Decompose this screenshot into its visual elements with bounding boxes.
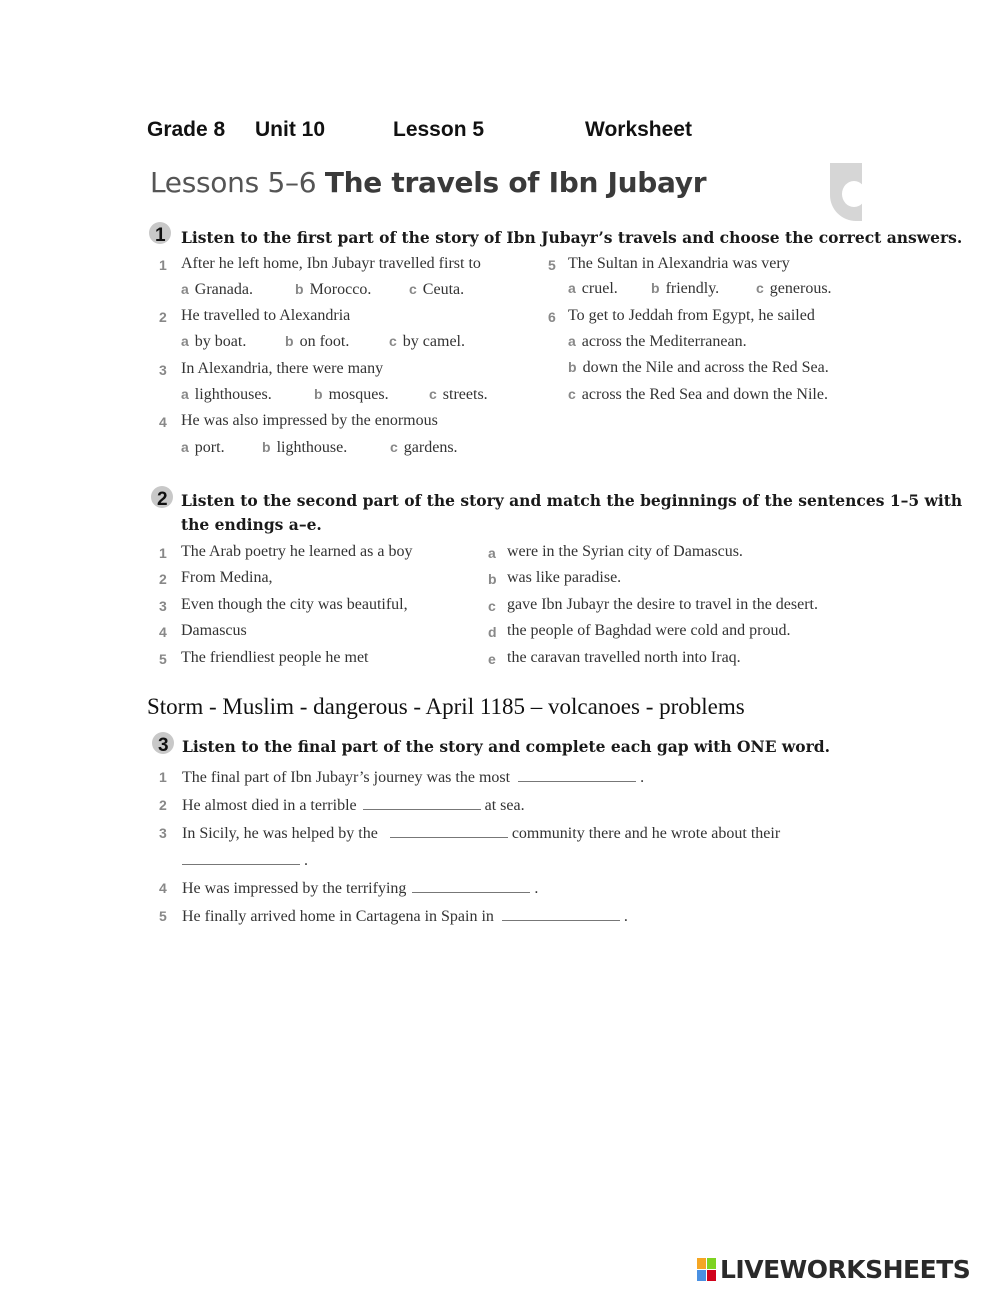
question-text: In Alexandria, there were many — [181, 360, 384, 377]
beginning-number: 5 — [159, 651, 167, 667]
item-text-after: . — [640, 769, 645, 786]
lessons-range: Lessons 5–6 — [150, 166, 317, 199]
grade-label: Grade 8 — [147, 118, 226, 141]
exercise-2-instruction-line-2: the endings a–e. — [181, 515, 322, 534]
gap-input[interactable] — [182, 850, 300, 865]
ending-text[interactable]: the people of Baghdad were cold and proud. — [507, 622, 791, 639]
unit-label: Unit 10 — [255, 118, 326, 141]
option-c[interactable]: c across the Red Sea and down the Nile. — [568, 386, 828, 403]
option-a[interactable]: a by boat. — [181, 333, 247, 350]
lesson-label: Lesson 5 — [393, 118, 485, 141]
question-number: 4 — [159, 414, 167, 430]
option-b[interactable]: b Morocco. — [295, 281, 372, 298]
gap-input[interactable] — [502, 906, 620, 921]
beginning-number: 1 — [159, 545, 167, 561]
ending-letter: d — [488, 624, 497, 640]
item-number: 1 — [159, 769, 167, 785]
gap-item — [182, 906, 628, 926]
question-number: 2 — [159, 309, 167, 325]
option-a[interactable]: a lighthouses. — [181, 386, 272, 403]
item-number: 3 — [159, 825, 167, 841]
beginning-number: 3 — [159, 598, 167, 614]
gap-input[interactable] — [390, 823, 508, 838]
item-text-before: He finally arrived home in Cartagena in Spain in — [182, 908, 494, 925]
exercise-3-items — [157, 767, 857, 937]
exercise-3-number: 3 — [158, 735, 169, 757]
exercise-2-instruction-line-1: Listen to the second part of the story and match the beginnings of the sentences 1–5 with — [181, 491, 963, 510]
option-b[interactable]: b mosques. — [314, 386, 389, 403]
exercise-1-right-column — [546, 255, 866, 415]
ending-text[interactable]: was like paradise. — [507, 569, 622, 586]
option-b[interactable]: b down the Nile and across the Red Sea. — [568, 359, 829, 376]
option-c[interactable]: c generous. — [756, 280, 832, 297]
ending-letter: c — [488, 598, 496, 614]
beginning-text[interactable]: Even though the city was beautiful, — [181, 596, 408, 613]
option-a[interactable]: a port. — [181, 439, 225, 456]
exercise-1-instruction: Listen to the first part of the story of Ibn Jubayr’s travels and choose the correct answers. — [181, 228, 963, 247]
liveworksheets-logo[interactable] — [697, 1255, 970, 1284]
ending-text[interactable]: gave Ibn Jubayr the desire to travel in the desert. — [507, 596, 818, 613]
beginning-number: 4 — [159, 624, 167, 640]
option-b[interactable]: b friendly. — [651, 280, 720, 297]
exercise-3-instruction: Listen to the final part of the story and complete each gap with ONE word. — [182, 737, 831, 756]
gap-input[interactable] — [412, 878, 530, 893]
question-text: After he left home, Ibn Jubayr travelled first to — [181, 255, 481, 272]
worksheet-label: Worksheet — [585, 118, 692, 141]
exercise-2-matching — [157, 543, 857, 673]
gap-input[interactable] — [518, 767, 636, 782]
item-text-after: community there and he wrote about their — [511, 825, 781, 842]
item-number: 2 — [159, 797, 167, 813]
item-text-after: . — [534, 880, 539, 897]
ending-text[interactable]: were in the Syrian city of Damascus. — [507, 543, 743, 560]
word-bank: Storm - Muslim - dangerous - April 1185 – volcanoes - problems — [147, 694, 745, 719]
exercise-1-number: 1 — [155, 225, 166, 247]
option-b[interactable]: b on foot. — [285, 333, 350, 350]
beginning-number: 2 — [159, 571, 167, 587]
question-text: To get to Jeddah from Egypt, he sailed — [568, 307, 815, 324]
gap-item — [182, 878, 538, 898]
question-text: He travelled to Alexandria — [181, 307, 351, 324]
question-number: 5 — [548, 257, 556, 273]
option-c[interactable]: c Ceuta. — [409, 281, 465, 298]
item-text-before: In Sicily, he was helped by the — [182, 825, 378, 842]
option-c[interactable]: c streets. — [429, 386, 488, 403]
question-number: 1 — [159, 257, 167, 273]
item-text-before: He was impressed by the terrifying — [182, 880, 407, 897]
item-text-after: . — [623, 908, 628, 925]
item-text-after: at sea. — [484, 797, 525, 814]
beginning-text[interactable]: The friendliest people he met — [181, 649, 369, 666]
logo-blocks-icon — [697, 1258, 717, 1282]
item-text-after: . — [304, 852, 308, 869]
gap-input[interactable] — [363, 795, 481, 810]
ending-letter: e — [488, 651, 496, 667]
option-c[interactable]: c gardens. — [390, 439, 458, 456]
item-number: 5 — [159, 908, 167, 924]
beginning-text[interactable]: From Medina, — [181, 569, 273, 586]
ending-letter: b — [488, 571, 497, 587]
option-b[interactable]: b lighthouse. — [262, 439, 348, 456]
logo-text: LIVEWORKSHEETS — [720, 1255, 971, 1284]
question-number: 3 — [159, 362, 167, 378]
item-number: 4 — [159, 880, 167, 896]
option-a[interactable]: a cruel. — [568, 280, 618, 297]
lesson-topic: The travels of Ibn Jubayr — [324, 166, 707, 199]
beginning-text[interactable]: The Arab poetry he learned as a boy — [181, 543, 413, 560]
option-c[interactable]: c by camel. — [389, 333, 465, 350]
question-text: He was also impressed by the enormous — [181, 412, 438, 429]
gap-item — [182, 823, 780, 843]
exercise-2-number: 2 — [157, 489, 168, 511]
ending-text[interactable]: the caravan travelled north into Iraq. — [507, 649, 741, 666]
item-text-before: He almost died in a terrible — [182, 797, 357, 814]
corner-tab-decoration — [830, 163, 862, 221]
question-text: The Sultan in Alexandria was very — [568, 255, 790, 272]
item-text-before: The final part of Ibn Jubayr’s journey was the most — [182, 769, 511, 786]
gap-item — [182, 767, 644, 787]
gap-item-continuation — [182, 850, 308, 870]
page-title — [150, 166, 706, 199]
option-a[interactable]: a across the Mediterranean. — [568, 333, 747, 350]
exercise-1-left-column — [157, 255, 537, 465]
beginning-text[interactable]: Damascus — [181, 622, 247, 639]
gap-item — [182, 795, 525, 815]
question-number: 6 — [548, 309, 556, 325]
ending-letter: a — [488, 545, 496, 561]
option-a[interactable]: a Granada. — [181, 281, 253, 298]
